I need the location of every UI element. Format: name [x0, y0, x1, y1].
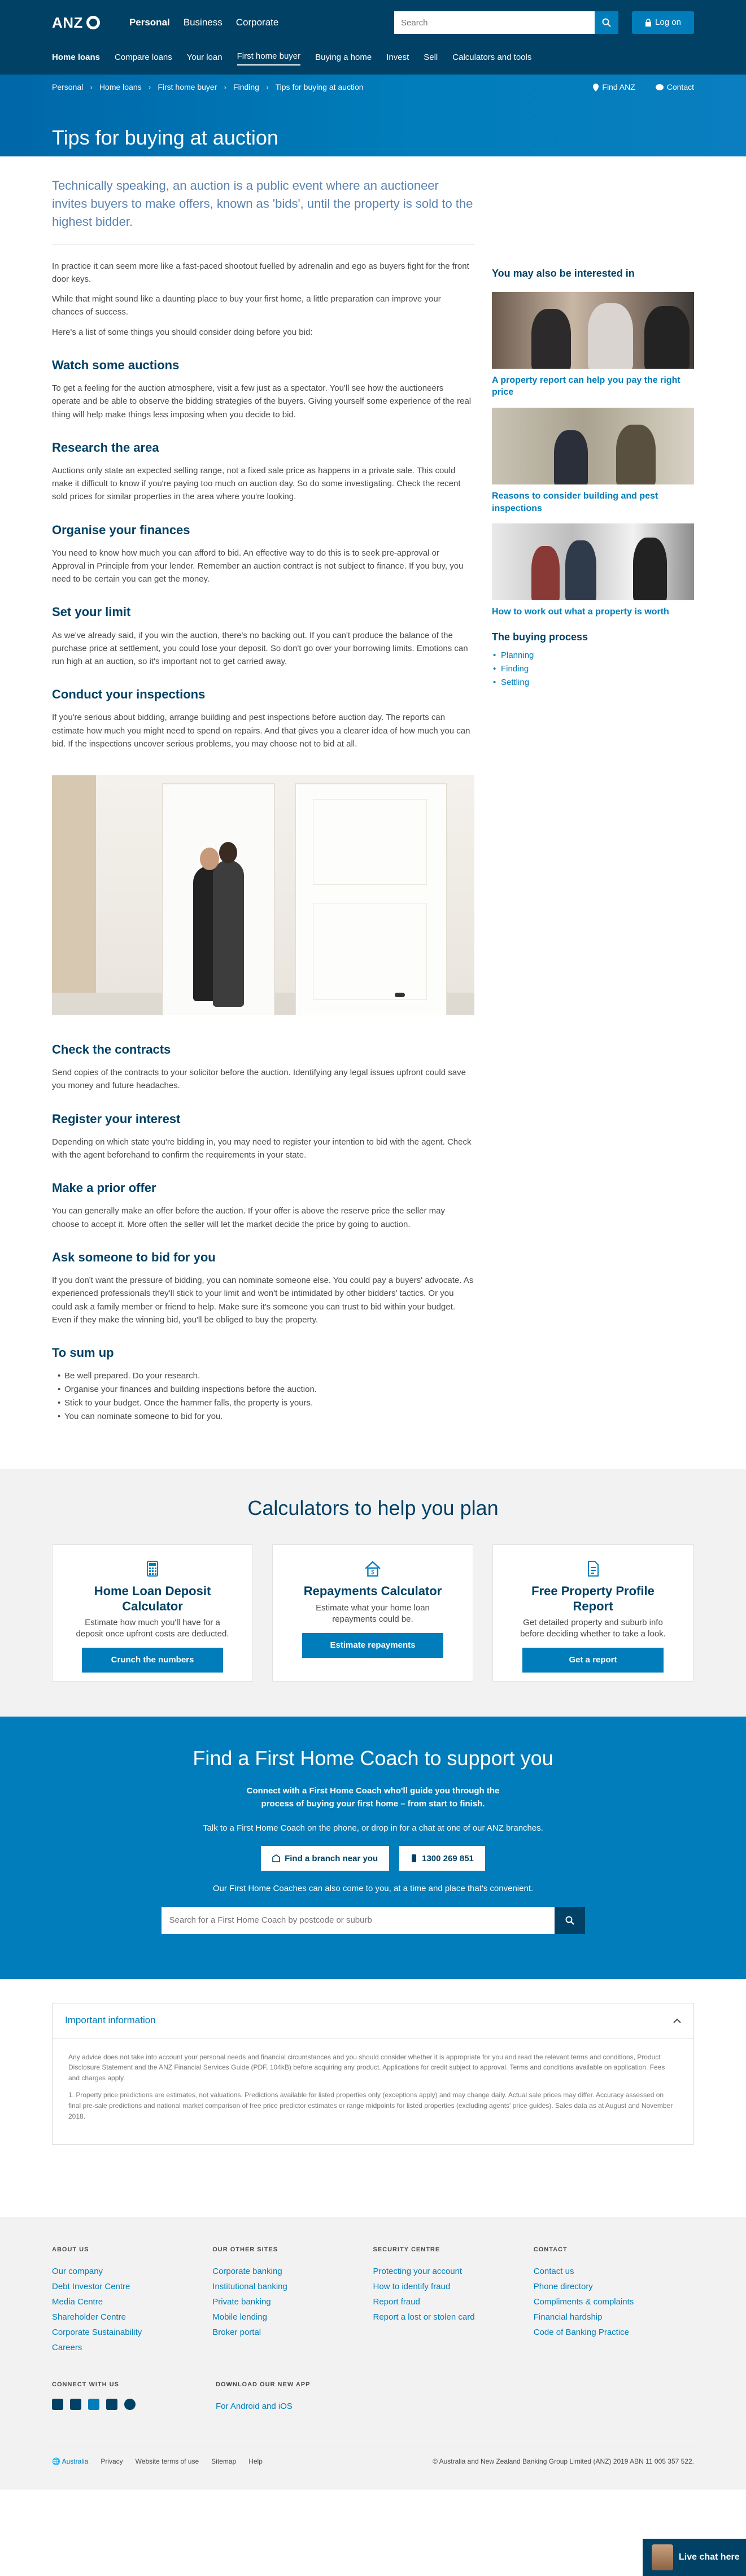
country-label: Australia — [62, 2457, 89, 2466]
footer-link[interactable]: Institutional banking — [212, 2282, 287, 2292]
phone-number: 1300 269 851 — [422, 1853, 474, 1863]
search-icon — [602, 18, 611, 27]
section-heading: Watch some auctions — [52, 357, 180, 372]
search-icon — [565, 1916, 574, 1925]
footer-heading: DOWNLOAD OUR NEW APP — [216, 2381, 311, 2389]
footer-bottom-link[interactable]: Website terms of use — [135, 2457, 199, 2466]
footer-link[interactable]: Contact us — [533, 2267, 574, 2277]
calculator-card — [492, 1544, 693, 1682]
segment-personal[interactable]: Personal — [129, 16, 170, 28]
nav-calculators[interactable]: Calculators and tools — [452, 53, 532, 63]
related-card[interactable] — [492, 292, 694, 399]
couple-in-doorway-image — [52, 775, 474, 1015]
section-heading: To sum up — [52, 1346, 114, 1360]
list-item: • Organise your finances and building inspections before the auction. — [58, 1383, 474, 1396]
footer-link[interactable]: Our company — [52, 2267, 103, 2277]
article-lead: Technically speaking, an auction is a public event where an auctioneer invites buyers to make offers, known as 'bids', until the property is sold to the highest bidder. — [52, 177, 474, 245]
section-text: Depending on which state you're bidding in, you may need to register your intention to bid with the agent. Check with the agent beforehand to confirm the requirements in your state. — [52, 1137, 472, 1160]
agent-meeting-image — [492, 523, 694, 600]
nav-sell[interactable]: Sell — [424, 53, 438, 63]
footer-heading: SECURITY CENTRE — [373, 2246, 440, 2254]
nav-your-loan[interactable]: Your loan — [186, 53, 223, 63]
footer-link[interactable]: How to identify fraud — [373, 2282, 451, 2292]
segment-nav — [129, 15, 278, 30]
related-card[interactable] — [492, 408, 694, 514]
buying-settling-link[interactable]: Settling — [501, 677, 530, 687]
section-text: You need to know how much you can afford to bid. An effective way to do this is to seek pre-approval or Approval in Principle from your lender. Remember an auction contract is not subject to finance. If you buy, you need to be certain you can get the money. — [52, 548, 464, 584]
footer-link[interactable]: Corporate banking — [212, 2267, 282, 2277]
twitter-icon[interactable] — [88, 2399, 99, 2410]
buying-process-list — [492, 630, 694, 689]
house-inspection-image — [492, 408, 694, 484]
hero-banner — [0, 75, 746, 156]
disclaimer-text: Any advice does not take into account your personal needs and financial circumstances and you should consider whether it is appropriate for you and read the relevant terms and conditions, Product Disclosure Statement and the ANZ Financial Services Guide (PDF, 104kB) before acquiring any product. Applications for credit subject to approval. Terms and conditions available on application. Fees and charges apply. — [68, 2053, 665, 2082]
youtube-icon[interactable] — [106, 2399, 117, 2410]
coach-intro: Connect with a First Home Coach who'll guide you through the process of buying your first home – from start to finish. — [246, 1785, 500, 1809]
buying-process-heading: The buying process — [492, 631, 588, 643]
footer-bottom-link[interactable]: Help — [248, 2457, 263, 2466]
coach-search-button[interactable] — [555, 1907, 585, 1934]
chevron-right-icon: › — [90, 82, 93, 92]
list-item: • You can nominate someone to bid for you. — [58, 1410, 474, 1424]
contact-link[interactable] — [656, 81, 694, 94]
sidebar-heading: You may also be interested in — [492, 268, 635, 279]
svg-text:$: $ — [371, 1569, 374, 1576]
section-heading: Check the contracts — [52, 1042, 171, 1057]
footer-heading: CONNECT WITH US — [52, 2381, 119, 2389]
live-chat-button[interactable] — [643, 2539, 746, 2576]
log-on-label: Log on — [655, 18, 681, 28]
main-nav — [52, 45, 694, 70]
important-info-toggle[interactable] — [53, 2003, 693, 2038]
copyright: © Australia and New Zealand Banking Group Limited (ANZ) 2019 ABN 11 005 357 522. — [433, 2457, 694, 2466]
agent-avatar — [652, 2544, 673, 2570]
section-heading: Set your limit — [52, 605, 131, 619]
section-text: To get a feeling for the auction atmosphere, visit a few just as a spectator. You'll see how the auctioneers operate and be able to observe the bidding strategies of the buyers. Giving yourself some experience of the real thing will help make things less imposing when you decide to bid. — [52, 383, 472, 420]
header-search — [394, 11, 618, 34]
coach-search-input[interactable] — [162, 1907, 555, 1934]
find-branch-button[interactable] — [261, 1846, 389, 1871]
calculator-desc: Estimate what your home loan repayments could be. — [316, 1603, 430, 1624]
list-item: • Be well prepared. Do your research. — [58, 1369, 474, 1383]
house-icon — [364, 1561, 382, 1577]
building-icon — [272, 1854, 280, 1862]
get-report-button[interactable]: Get a report — [522, 1648, 664, 1673]
crunch-numbers-button[interactable]: Crunch the numbers — [82, 1648, 223, 1673]
section-text: Auctions only state an expected selling range, not a fixed sale price as happens in a private sale. This could make it difficult to know if you're paying too much on auction day. So do some investigating. Check the recent sold prices for similar properties in the area where you're looking. — [52, 465, 461, 502]
section-text: If you're serious about bidding, arrange building and pest inspections before auction day. The reports can estimate how much you might need to spend on repairs. And that gives you a clearer idea of how much you can bid. If the inspections uncover serious problems, you may choose not to bid at all. — [52, 713, 470, 749]
calculator-title: Free Property Profile Report — [531, 1584, 655, 1613]
page-title: Tips for buying at auction — [52, 126, 278, 149]
search-input[interactable] — [394, 11, 595, 34]
related-link[interactable]: How to work out what a property is worth — [492, 607, 669, 617]
chevron-right-icon: › — [148, 82, 151, 92]
summary-list — [58, 1369, 474, 1424]
lock-icon — [645, 19, 652, 27]
buying-planning-link[interactable]: Planning — [501, 650, 534, 660]
footer-link[interactable]: Broker portal — [212, 2328, 261, 2338]
list-item: • Stick to your budget. Once the hammer falls, the property is yours. — [58, 1396, 474, 1410]
important-information — [0, 1979, 746, 2217]
search-button[interactable] — [595, 11, 618, 34]
contact-label: Contact — [666, 82, 694, 92]
buying-finding-link[interactable]: Finding — [501, 663, 529, 674]
coach-heading: Find a First Home Coach to support you — [193, 1746, 553, 1770]
disclaimer-text: 1. Property price predictions are estimates, not valuations. Predictions available for listed properties only (exceptions apply) and may change daily. Actual sale prices may differ. Accuracy assessed on final pre-sale predictions and national market comparison of free price predictor estimates or range midpoints for listed properties (excluding agents' price guides). Sales data as at August and November 2018. — [68, 2091, 673, 2120]
calculators-heading: Calculators to help you plan — [247, 1496, 499, 1520]
section-text: If you don't want the pressure of bidding, you can nominate someone else. You could pay a buyers' advocate. As experienced professionals they'll stick to your limit and won't be intimidated by other bidders' tactics. Or you could ask a family member or friend to help. Make sure it's someone you can trust to bid within your budget. Even if they make the winning bid, you'll be obliged to buy the property. — [52, 1276, 474, 1325]
nav-home-loans[interactable]: Home loans — [52, 53, 101, 63]
footer-link[interactable]: Phone directory — [533, 2282, 593, 2292]
nav-first-home-buyer[interactable]: First home buyer — [237, 50, 301, 66]
footer-link[interactable]: Mobile lending — [212, 2312, 267, 2322]
breadcrumb-first-home-buyer[interactable]: First home buyer — [158, 82, 217, 92]
nav-buying-a-home[interactable]: Buying a home — [315, 53, 372, 63]
log-on-button[interactable] — [632, 11, 694, 34]
segment-corporate[interactable]: Corporate — [235, 16, 279, 28]
instagram-icon[interactable] — [124, 2399, 136, 2410]
calculator-icon — [143, 1561, 162, 1577]
footer-link[interactable]: Code of Banking Practice — [533, 2328, 630, 2338]
app-download-link[interactable]: For Android and iOS — [216, 2402, 293, 2412]
first-home-coach-section — [0, 1717, 746, 1979]
footer-heading: ABOUT US — [52, 2246, 89, 2254]
footer-link[interactable]: Debt Investor Centre — [52, 2282, 130, 2292]
section-heading: Conduct your inspections — [52, 687, 206, 702]
nav-compare-loans[interactable]: Compare loans — [115, 53, 172, 63]
site-footer — [0, 2217, 746, 2490]
breadcrumb-home-loans[interactable]: Home loans — [99, 82, 142, 92]
section-text: Send copies of the contracts to your solicitor before the auction. Identifying any legal issues upfront could save you money and future headaches. — [52, 1068, 466, 1091]
section-heading: Make a prior offer — [52, 1181, 156, 1195]
footer-link[interactable]: Corporate Sustainability — [52, 2328, 142, 2338]
footer-link[interactable]: Shareholder Centre — [52, 2312, 126, 2322]
breadcrumb-personal[interactable]: Personal — [52, 82, 84, 92]
coach-text: Talk to a First Home Coach on the phone, or drop in for a chat at one of our ANZ branches. — [203, 1823, 543, 1833]
article-body — [52, 177, 474, 1424]
phone-button[interactable] — [399, 1846, 485, 1871]
breadcrumb-current: Tips for buying at auction — [275, 82, 364, 92]
section-heading: Register your interest — [52, 1111, 181, 1126]
calculator-card — [272, 1544, 473, 1682]
linkedin-icon[interactable] — [70, 2399, 81, 2410]
calculator-desc: Estimate how much you'll have for a deposit once upfront costs are deducted. — [76, 1617, 229, 1639]
site-header — [0, 0, 746, 75]
related-link[interactable]: Reasons to consider building and pest inspections — [492, 491, 658, 513]
intro-paragraph: While that might sound like a daunting place to buy your first home, a little preparation can improve your chances of success. — [52, 294, 441, 317]
breadcrumb-finding[interactable]: Finding — [233, 82, 259, 92]
calculator-title: Home Loan Deposit Calculator — [94, 1584, 211, 1613]
footer-bottom-link[interactable]: Privacy — [101, 2457, 123, 2466]
intro-paragraph: In practice it can seem more like a fast-paced shootout fuelled by adrenalin and ego as buyers fight for the front door keys. — [52, 261, 469, 284]
footer-link[interactable]: Report a lost or stolen card — [373, 2312, 475, 2322]
country-selector[interactable]: 🌐 Australia — [52, 2457, 89, 2466]
calculator-card — [52, 1544, 253, 1682]
footer-link[interactable]: Compliments & complaints — [533, 2297, 634, 2307]
footer-link[interactable]: Media Centre — [52, 2297, 103, 2307]
couple-laptop-image — [492, 292, 694, 369]
section-text: As we've already said, if you win the auction, there's no backing out. If you can't produce the balance of the purchase price at settlement, you could lose your deposit. So don't go over your borrowing limits. Emotions can run high at an auction, so it's important not to get carried away. — [52, 630, 468, 667]
section-heading: Ask someone to bid for you — [52, 1250, 216, 1264]
calculator-desc: Get detailed property and suburb info before deciding whether to take a look. — [520, 1617, 666, 1639]
find-anz-link[interactable] — [593, 81, 635, 94]
coach-search — [162, 1907, 585, 1934]
find-anz-label: Find ANZ — [602, 82, 635, 92]
article-layout — [52, 156, 694, 1424]
segment-business[interactable]: Business — [183, 16, 223, 28]
nav-invest[interactable]: Invest — [386, 53, 409, 63]
footer-link[interactable]: Financial hardship — [533, 2312, 603, 2322]
related-link[interactable]: A property report can help you pay the right price — [492, 375, 680, 398]
important-info-heading: Important information — [65, 2015, 156, 2026]
breadcrumb — [52, 75, 694, 101]
chevron-right-icon: › — [265, 82, 269, 92]
related-card[interactable] — [492, 523, 694, 618]
section-heading: Organise your finances — [52, 522, 190, 537]
document-icon — [584, 1561, 602, 1577]
calculators-section — [0, 1469, 746, 1717]
chat-bubble-icon — [656, 84, 664, 91]
anz-logo[interactable] — [52, 11, 100, 34]
phone-icon — [411, 1854, 417, 1862]
related-sidebar — [492, 177, 694, 1424]
estimate-repayments-button[interactable]: Estimate repayments — [302, 1633, 443, 1658]
coach-text: Our First Home Coaches can also come to you, at a time and place that's convenient. — [212, 1884, 534, 1894]
footer-link[interactable]: Report fraud — [373, 2297, 420, 2307]
logo-star-icon — [86, 16, 100, 29]
footer-bottom-link[interactable]: Sitemap — [211, 2457, 237, 2466]
location-pin-icon — [593, 84, 599, 91]
intro-paragraph: Here's a list of some things you should consider doing before you bid: — [52, 327, 313, 337]
live-chat-label: Live chat here — [679, 2552, 740, 2562]
footer-link[interactable]: Protecting your account — [373, 2267, 463, 2277]
logo-text: ANZ — [52, 14, 83, 31]
section-text: You can generally make an offer before the auction. If your offer is above the reserve price the seller may choose to accept it. More often the seller will let the market decide the price by going to auction. — [52, 1206, 445, 1229]
footer-link[interactable]: Private banking — [212, 2297, 271, 2307]
footer-heading: OUR OTHER SITES — [212, 2246, 278, 2254]
footer-heading: CONTACT — [533, 2246, 568, 2254]
section-heading: Research the area — [52, 440, 159, 455]
footer-link[interactable]: Careers — [52, 2343, 82, 2353]
chevron-up-icon — [673, 2018, 681, 2023]
facebook-icon[interactable] — [52, 2399, 63, 2410]
chevron-right-icon: › — [224, 82, 227, 92]
calculator-title: Repayments Calculator — [303, 1584, 442, 1599]
find-branch-label: Find a branch near you — [285, 1853, 378, 1863]
